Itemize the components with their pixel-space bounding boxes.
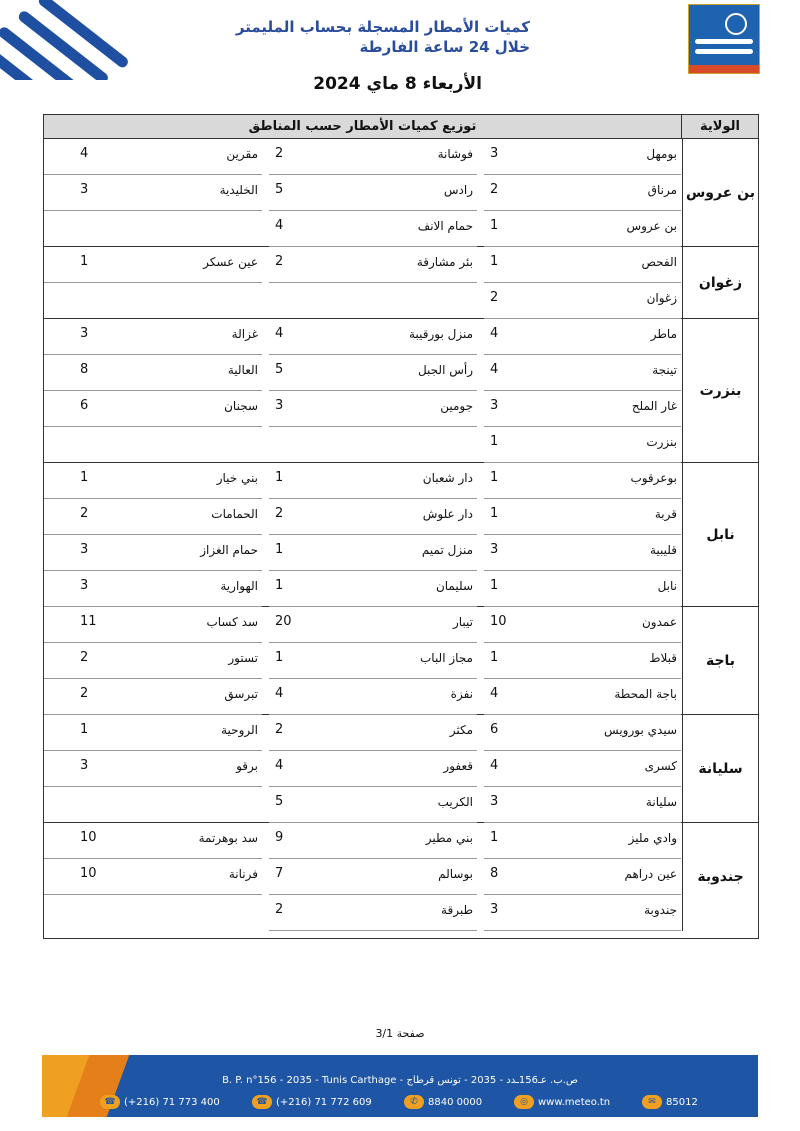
rainfall-value: 1 [490,218,499,233]
rainfall-value: 4 [80,146,89,161]
station-name: قربة [654,507,677,521]
footer-website[interactable]: ◎ www.meteo.tn [514,1092,610,1114]
station-name: وادي مليز [628,831,677,845]
table-row [44,499,681,535]
footer-sms[interactable]: ✉ 85012 [642,1092,698,1114]
station-cell [44,715,262,751]
station-cell [44,751,262,787]
table-row [44,643,681,679]
station-name: عين عسكر [203,255,258,269]
station-name: بوعرقوب [630,471,677,485]
station-cell [484,355,681,391]
station-name: عين دراهم [624,867,677,881]
station-cell [44,607,262,643]
station-cell [269,211,477,247]
rainfall-value: 3 [490,398,499,413]
station-name: زغوان [646,291,677,305]
station-name: برقو [236,759,258,773]
station-name: دار شعبان [422,471,473,485]
rainfall-value: 4 [275,326,284,341]
station-cell [484,679,681,715]
station-name: بوسالم [438,867,473,881]
station-name: طبرقة [441,903,473,917]
rainfall-value: 1 [490,506,499,521]
rainfall-value: 11 [80,614,97,629]
region-name: بن عروس [682,139,758,246]
rainfall-value: 1 [275,542,284,557]
region-block [44,715,758,823]
table-row [44,175,681,211]
station-cell [484,715,681,751]
fax-icon: ☎ [252,1095,272,1109]
station-name: رأس الجبل [417,363,473,377]
station-name: الفحص [641,255,677,269]
station-name: بومهل [646,147,677,161]
station-cell [484,571,681,607]
station-cell [269,391,477,427]
rainfall-value: 1 [80,470,89,485]
station-name: الروحية [221,723,258,737]
station-cell [44,499,262,535]
station-name: مقرين [226,147,258,161]
rainfall-value: 7 [275,866,284,881]
station-name: تستور [228,651,258,665]
station-cell [484,751,681,787]
rainfall-value: 1 [80,254,89,269]
station-cell [269,535,477,571]
institute-logo [688,4,760,74]
station-cell [44,859,262,895]
rainfall-value: 2 [80,650,89,665]
sms-icon: ✉ [642,1095,662,1109]
rainfall-value: 3 [490,794,499,809]
table-row [44,607,681,643]
station-cell [269,679,477,715]
station-name: قبلاط [649,651,677,665]
station-name: سجنان [224,399,258,413]
rainfall-value: 2 [80,506,89,521]
station-name: منزل تميم [421,543,473,557]
column-header-distribution: توزيع كميات الأمطار حسب المناطق [248,119,477,134]
station-name: مجاز الباب [419,651,473,665]
station-name: مكثر [449,723,473,737]
table-row [44,859,681,895]
station-name: نابل [657,579,677,593]
footer-phone-3[interactable]: ✆ 8840 0000 [404,1092,482,1114]
station-name: دار علوش [422,507,473,521]
station-cell [484,175,681,211]
table-header [44,115,758,139]
footer-phone-1[interactable]: ☎ (+216) 71 773 400 [100,1092,220,1114]
rainfall-value: 3 [490,146,499,161]
station-cell [484,643,681,679]
station-cell [269,643,477,679]
rainfall-value: 1 [80,722,89,737]
region-name: باجة [682,607,758,714]
station-name: سد كساب [206,615,258,629]
rainfall-value: 4 [490,326,499,341]
station-cell [269,607,477,643]
station-name: غزالة [231,327,258,341]
rainfall-value: 2 [275,506,284,521]
headset-icon: ✆ [404,1095,424,1109]
rainfall-value: 2 [275,722,284,737]
rainfall-value: 4 [490,686,499,701]
rainfall-value: 3 [490,902,499,917]
region-name: جندوبة [682,823,758,931]
corner-stripes-decoration [0,0,130,80]
station-cell [269,571,477,607]
rainfall-value: 3 [80,578,89,593]
station-name: سليمان [435,579,473,593]
table-row [44,355,681,391]
rainfall-value: 3 [275,398,284,413]
table-row [44,571,681,607]
table-row [44,823,681,859]
station-name: حمام الغزاز [200,543,258,557]
footer-banner [42,1055,758,1117]
station-cell [44,571,262,607]
station-name: نفزة [450,687,473,701]
rainfall-value: 2 [275,254,284,269]
station-name: سيدي بورويس [604,723,677,737]
web-icon: ◎ [514,1095,534,1109]
table-row [44,787,681,823]
station-cell [484,427,681,463]
station-cell [269,139,477,175]
station-cell [484,607,681,643]
station-name: غار الملح [631,399,677,413]
station-name: فوشانة [437,147,473,161]
station-cell [269,895,477,931]
table-row [44,535,681,571]
station-cell [484,823,681,859]
table-row [44,679,681,715]
rainfall-value: 2 [80,686,89,701]
rainfall-value: 9 [275,830,284,845]
station-cell [484,211,681,247]
station-name: مرناق [647,183,677,197]
table-row [44,427,681,463]
station-cell [484,499,681,535]
region-name: سليانة [682,715,758,822]
page-title: كميات الأمطار المسجلة بحساب المليمتر [235,18,530,36]
rainfall-value: 1 [490,470,499,485]
station-cell [484,463,681,499]
rainfall-value: 10 [80,866,97,881]
station-name: بنزرت [646,435,677,449]
station-name: تيبار [452,615,473,629]
rainfall-value: 5 [275,182,284,197]
rainfall-value: 3 [490,542,499,557]
rainfall-value: 6 [490,722,499,737]
station-cell [484,787,681,823]
station-name: الكريب [437,795,473,809]
table-row [44,895,681,931]
rainfall-value: 1 [490,578,499,593]
station-cell [484,895,681,931]
station-cell [44,679,262,715]
station-name: تبرسق [224,687,258,701]
station-name: الحمامات [211,507,258,521]
station-cell [269,787,477,823]
station-name: بني خيار [216,471,258,485]
station-name: بئر مشارقة [416,255,473,269]
station-name: قليبية [649,543,677,557]
region-name: زغوان [682,247,758,318]
station-name: الخليدية [219,183,258,197]
rainfall-value: 1 [490,254,499,269]
region-block [44,319,758,463]
station-cell [484,859,681,895]
station-cell [44,319,262,355]
station-cell [269,751,477,787]
rainfall-value: 8 [490,866,499,881]
station-cell [269,463,477,499]
rainfall-value: 8 [80,362,89,377]
table-row [44,283,681,319]
page-subtitle: خلال 24 ساعة الفارطة [359,38,530,56]
station-name: رادس [443,183,473,197]
station-name: العالية [227,363,258,377]
rainfall-value: 1 [490,650,499,665]
report-date: الأربعاء 8 ماي 2024 [313,74,482,94]
rainfall-value: 5 [275,362,284,377]
station-cell [44,175,262,211]
rainfall-value: 3 [80,326,89,341]
station-cell [269,823,477,859]
station-cell [269,175,477,211]
table-row [44,247,681,283]
station-name: عمدون [641,615,677,629]
station-cell [44,643,262,679]
station-name: منزل بورقيبة [409,327,473,341]
rainfall-value: 4 [275,758,284,773]
station-name: بن عروس [626,219,677,233]
rainfall-value: 10 [490,614,507,629]
station-cell [484,139,681,175]
station-name: باجة المحطة [614,687,677,701]
station-cell [44,247,262,283]
rainfall-value: 1 [490,830,499,845]
rainfall-value: 4 [490,758,499,773]
rainfall-value: 2 [275,146,284,161]
station-cell [269,859,477,895]
station-cell [269,355,477,391]
rainfall-value: 3 [80,182,89,197]
station-name: كسرى [644,759,677,773]
station-cell [44,391,262,427]
station-name: الهوارية [220,579,258,593]
footer-phone-2[interactable]: ☎ (+216) 71 772 609 [252,1092,372,1114]
rainfall-value: 2 [275,902,284,917]
table-row [44,319,681,355]
region-block [44,463,758,607]
station-name: جومين [440,399,473,413]
rainfall-value: 1 [275,650,284,665]
station-cell [484,319,681,355]
station-name: بني مطير [425,831,473,845]
station-cell [484,391,681,427]
station-name: سليانة [645,795,677,809]
sun-icon [725,13,747,35]
region-block [44,823,758,931]
table-row [44,391,681,427]
rainfall-table [43,114,759,939]
station-cell [269,319,477,355]
station-name: حمام الانف [417,219,473,233]
station-cell [269,499,477,535]
station-cell [269,247,477,283]
rainfall-value: 1 [490,434,499,449]
rainfall-value: 4 [275,686,284,701]
rainfall-value: 5 [275,794,284,809]
region-block [44,607,758,715]
rainfall-value: 1 [275,578,284,593]
table-row [44,751,681,787]
page-number: صفحة 3/1 [375,1027,425,1040]
station-cell [44,139,262,175]
table-row [44,463,681,499]
station-name: فرنانة [228,867,258,881]
column-header-district: الولاية [681,115,758,138]
station-name: تينجة [652,363,677,377]
station-cell [44,535,262,571]
table-row [44,211,681,247]
station-cell [269,715,477,751]
station-name: قعفور [443,759,473,773]
station-cell [484,535,681,571]
region-name: بنزرت [682,319,758,462]
station-name: جندوبة [644,903,677,917]
region-block [44,139,758,247]
station-cell [44,823,262,859]
station-cell [484,283,681,319]
phone-icon: ☎ [100,1095,120,1109]
rainfall-value: 4 [275,218,284,233]
rainfall-value: 10 [80,830,97,845]
rainfall-value: 20 [275,614,292,629]
station-cell [44,355,262,391]
rainfall-value: 3 [80,758,89,773]
station-name: سد بوهرتمة [198,831,258,845]
footer-address: B. P. n°156 - 2035 - Tunis Carthage - ص.ب. عـ156ـدد - 2035 - تونس قرطاج [222,1075,578,1086]
region-name: نابل [682,463,758,606]
station-name: ماطر [650,327,677,341]
rainfall-value: 2 [490,182,499,197]
rainfall-value: 6 [80,398,89,413]
station-cell [484,247,681,283]
rainfall-value: 4 [490,362,499,377]
rainfall-value: 2 [490,290,499,305]
station-cell [44,463,262,499]
table-row [44,715,681,751]
rainfall-value: 1 [275,470,284,485]
table-row [44,139,681,175]
region-block [44,247,758,319]
rainfall-value: 3 [80,542,89,557]
